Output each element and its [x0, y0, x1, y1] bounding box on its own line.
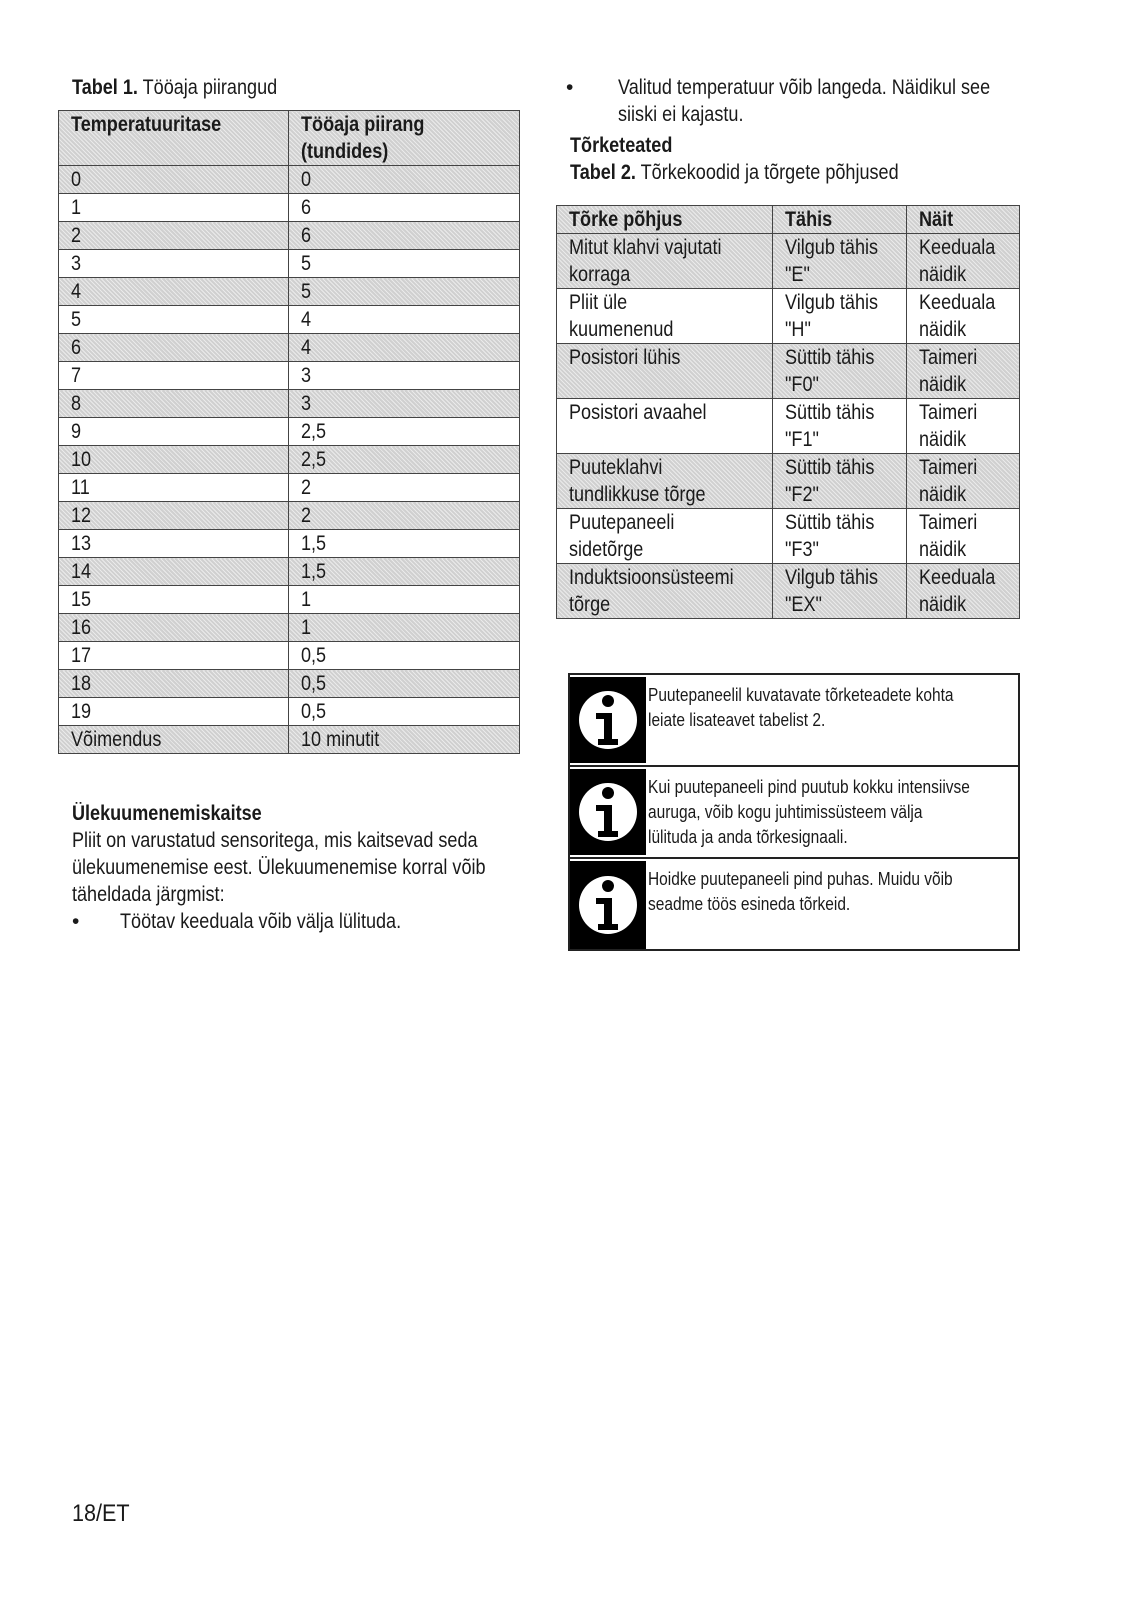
- table1-caption-label: Tabel 1.: [72, 76, 138, 99]
- temperature-level-cell: 10: [59, 446, 289, 474]
- table2-caption-text: Tõrkekoodid ja tõrgete põhjused: [640, 161, 899, 184]
- info-note-text: [646, 675, 1003, 765]
- table-row: [59, 390, 520, 418]
- bullet-item: [72, 908, 520, 935]
- table-row: [557, 399, 1020, 454]
- info-note-line: leiate lisateavet tabelist 2.: [648, 710, 826, 730]
- error-display-cell: Taimeri näidik: [906, 454, 1020, 509]
- time-limit-cell: 2: [289, 502, 520, 530]
- table-row: [59, 474, 520, 502]
- table-row: [59, 166, 520, 194]
- overheat-para-line: täheldada järgmist:: [72, 883, 225, 906]
- bullet-text-line: siiski ei kajastu.: [618, 103, 744, 126]
- overheat-section-title: Ülekuumenemiskaitse: [72, 802, 262, 825]
- info-note-line: auruga, võib kogu juhtimissüsteem välja: [648, 802, 923, 822]
- temperature-level-cell: 4: [59, 278, 289, 306]
- table-row: [557, 454, 1020, 509]
- error-cause-cell: Puutepaneeli sidetõrge: [557, 509, 773, 564]
- error-code-cell: Süttib tähis "F1": [773, 399, 906, 454]
- info-note: [570, 767, 1018, 859]
- table1-caption: [72, 74, 457, 102]
- info-note-line: Puutepaneelil kuvatavate tõrketeadete kohta: [648, 685, 954, 705]
- info-note-text: [646, 859, 1002, 951]
- time-limit-cell: 5: [289, 250, 520, 278]
- error-code-cell: Süttib tähis "F2": [773, 454, 906, 509]
- table-row: [557, 564, 1020, 619]
- time-limit-cell: 4: [289, 334, 520, 362]
- time-limit-cell: 10 minutit: [289, 726, 520, 754]
- table2-header-row: [557, 206, 1020, 234]
- error-code-cell: Vilgub tähis "EX": [773, 564, 906, 619]
- temperature-level-cell: 17: [59, 642, 289, 670]
- info-note-line: Kui puutepaneeli pind puutub kokku intensiivse: [648, 777, 970, 797]
- info-icon: [570, 769, 646, 855]
- table-row: [59, 446, 520, 474]
- temperature-level-cell: 3: [59, 250, 289, 278]
- error-code-cell: Vilgub tähis "H": [773, 289, 906, 344]
- info-notes-box: [568, 673, 1020, 951]
- table2-caption: [570, 159, 974, 187]
- error-display-cell: Taimeri näidik: [906, 509, 1020, 564]
- temperature-level-cell: 19: [59, 698, 289, 726]
- time-limit-cell: 0,5: [289, 670, 520, 698]
- table1-caption-text: Tööaja piirangud: [142, 76, 278, 99]
- table-row: [59, 194, 520, 222]
- bullet-symbol: •: [566, 76, 574, 99]
- table-row: [557, 509, 1020, 564]
- error-display-cell: Taimeri näidik: [906, 399, 1020, 454]
- table1-header-level: Temperatuuritase: [59, 111, 289, 166]
- table1-header-row: [59, 111, 520, 166]
- info-note: [570, 675, 1018, 767]
- table-row: [557, 234, 1020, 289]
- time-limit-cell: 2,5: [289, 446, 520, 474]
- bullet-text-line: Valitud temperatuur võib langeda. Näidikul see: [618, 76, 991, 99]
- temperature-level-cell: Võimendus: [59, 726, 289, 754]
- time-limit-cell: 6: [289, 222, 520, 250]
- temperature-level-cell: 8: [59, 390, 289, 418]
- table-row: [557, 344, 1020, 399]
- table-row: [59, 670, 520, 698]
- bullet-symbol: •: [72, 910, 80, 933]
- bullet-item: [566, 74, 1040, 128]
- error-display-cell: Keeduala näidik: [906, 289, 1020, 344]
- time-limit-cell: 1,5: [289, 558, 520, 586]
- temperature-level-cell: 2: [59, 222, 289, 250]
- info-note: [570, 859, 1018, 951]
- error-cause-cell: Posistori avaahel: [557, 399, 773, 454]
- time-limit-cell: 1,5: [289, 530, 520, 558]
- bullet-text: Töötav keeduala võib välja lülituda.: [120, 910, 402, 933]
- error-display-cell: Keeduala näidik: [906, 564, 1020, 619]
- temperature-level-cell: 7: [59, 362, 289, 390]
- time-limit-cell: 1: [289, 614, 520, 642]
- table-row: [59, 586, 520, 614]
- table-row: [59, 418, 520, 446]
- error-messages-title: Tõrketeated: [570, 134, 673, 157]
- table-row: [59, 222, 520, 250]
- table-row: [557, 289, 1020, 344]
- info-note-text: [646, 767, 1022, 857]
- error-display-cell: Taimeri näidik: [906, 344, 1020, 399]
- table-row: [59, 558, 520, 586]
- table-row: [59, 278, 520, 306]
- error-code-cell: Süttib tähis "F3": [773, 509, 906, 564]
- temperature-level-cell: 5: [59, 306, 289, 334]
- table-row: [59, 642, 520, 670]
- error-cause-cell: Posistori lühis: [557, 344, 773, 399]
- table-row: [59, 362, 520, 390]
- left-column: [72, 74, 520, 935]
- temperature-level-cell: 16: [59, 614, 289, 642]
- temperature-level-cell: 9: [59, 418, 289, 446]
- time-limit-cell: 2: [289, 474, 520, 502]
- temperature-level-cell: 14: [59, 558, 289, 586]
- error-cause-cell: Induktsioonsüsteemi tõrge: [557, 564, 773, 619]
- table2-caption-label: Tabel 2.: [570, 161, 636, 184]
- time-limit-cell: 3: [289, 362, 520, 390]
- info-icon: [570, 861, 646, 949]
- info-icon: [570, 677, 646, 763]
- error-codes-table: [556, 205, 1020, 619]
- table2-header-code: Tähis: [773, 206, 906, 234]
- time-limit-cell: 1: [289, 586, 520, 614]
- temperature-level-cell: 12: [59, 502, 289, 530]
- info-note-line: lülituda ja anda tõrkesignaali.: [648, 827, 848, 847]
- time-limit-cell: 2,5: [289, 418, 520, 446]
- temperature-level-cell: 11: [59, 474, 289, 502]
- error-cause-cell: Pliit üle kuumenenud: [557, 289, 773, 344]
- work-time-limit-table: [58, 110, 520, 754]
- table-row: [59, 530, 520, 558]
- time-limit-cell: 0,5: [289, 642, 520, 670]
- table-row: [59, 334, 520, 362]
- info-note-line: Hoidke puutepaneeli pind puhas. Muidu võib: [648, 869, 953, 889]
- table2-header-display: Näit: [906, 206, 1020, 234]
- table-row: [59, 250, 520, 278]
- time-limit-cell: 5: [289, 278, 520, 306]
- temperature-level-cell: 0: [59, 166, 289, 194]
- temperature-level-cell: 6: [59, 334, 289, 362]
- temperature-level-cell: 15: [59, 586, 289, 614]
- time-limit-cell: 6: [289, 194, 520, 222]
- table-row: [59, 698, 520, 726]
- error-display-cell: Keeduala näidik: [906, 234, 1020, 289]
- table2-header-cause: Tõrke põhjus: [557, 206, 773, 234]
- right-column: [566, 74, 1040, 619]
- overheat-para-line: ülekuumenemise eest. Ülekuumenemise korral võib: [72, 856, 486, 879]
- temperature-level-cell: 18: [59, 670, 289, 698]
- time-limit-cell: 0: [289, 166, 520, 194]
- table-row: [59, 502, 520, 530]
- table1-header-limit: Tööaja piirang (tundides): [289, 111, 520, 166]
- error-code-cell: Vilgub tähis "E": [773, 234, 906, 289]
- time-limit-cell: 0,5: [289, 698, 520, 726]
- time-limit-cell: 4: [289, 306, 520, 334]
- table-row: [59, 726, 520, 754]
- error-cause-cell: Mitut klahvi vajutati korraga: [557, 234, 773, 289]
- info-note-line: seadme töös esineda tõrkeid.: [648, 894, 851, 914]
- table-row: [59, 614, 520, 642]
- table-row: [59, 306, 520, 334]
- overheat-para-line: Pliit on varustatud sensoritega, mis kaitsevad seda: [72, 829, 478, 852]
- error-cause-cell: Puuteklahvi tundlikkuse tõrge: [557, 454, 773, 509]
- error-code-cell: Süttib tähis "F0": [773, 344, 906, 399]
- temperature-level-cell: 1: [59, 194, 289, 222]
- page-number: 18/ET: [72, 1500, 130, 1527]
- temperature-level-cell: 13: [59, 530, 289, 558]
- time-limit-cell: 3: [289, 390, 520, 418]
